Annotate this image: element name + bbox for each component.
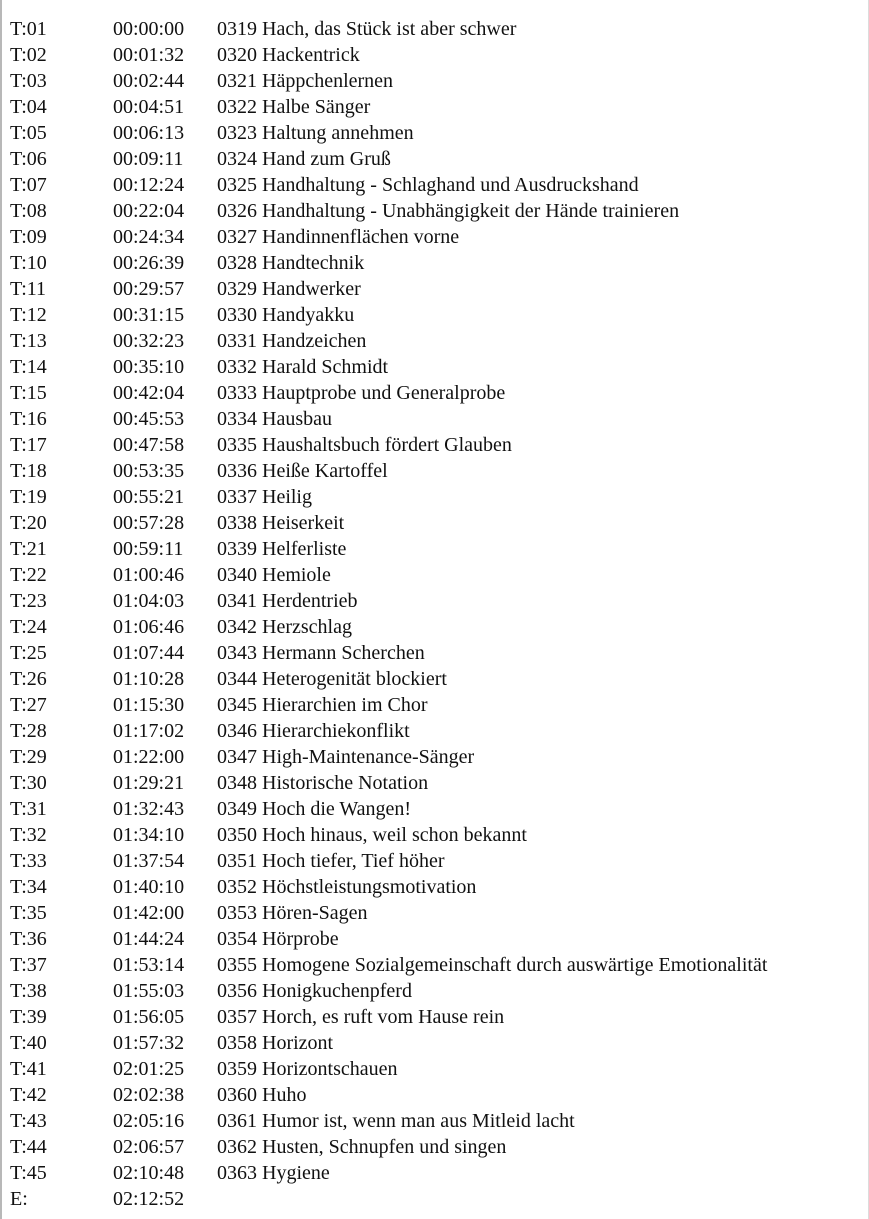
track-row	[10, 224, 861, 250]
track-row	[10, 1082, 861, 1108]
track-number: T:34	[10, 876, 47, 898]
track-number: T:05	[10, 122, 47, 144]
track-row	[10, 1004, 861, 1030]
track-timestamp: 00:22:04	[113, 200, 185, 222]
track-row	[10, 536, 861, 562]
end-marker: E:	[10, 1188, 28, 1210]
track-timestamp: 02:06:57	[113, 1136, 185, 1158]
track-number: T:22	[10, 564, 47, 586]
track-timestamp: 01:32:43	[113, 798, 185, 820]
track-number: T:31	[10, 798, 47, 820]
track-timestamp: 00:24:34	[113, 226, 185, 248]
track-timestamp: 01:29:21	[113, 772, 185, 794]
track-timestamp: 00:01:32	[113, 44, 185, 66]
track-row	[10, 874, 861, 900]
track-row	[10, 458, 861, 484]
track-number: T:02	[10, 44, 47, 66]
track-number: T:26	[10, 668, 47, 690]
track-timestamp: 01:04:03	[113, 590, 185, 612]
track-row	[10, 588, 861, 614]
track-row	[10, 198, 861, 224]
track-timestamp: 01:57:32	[113, 1032, 185, 1054]
track-title: 0359 Horizontschauen	[217, 1058, 398, 1080]
track-number: T:37	[10, 954, 47, 976]
track-row	[10, 640, 861, 666]
track-title: 0342 Herzschlag	[217, 616, 352, 638]
track-row	[10, 146, 861, 172]
track-row	[10, 666, 861, 692]
track-timestamp: 02:02:38	[113, 1084, 185, 1106]
track-row	[10, 1108, 861, 1134]
track-number: T:19	[10, 486, 47, 508]
track-number: T:35	[10, 902, 47, 924]
track-number: T:36	[10, 928, 47, 950]
track-number: T:41	[10, 1058, 47, 1080]
track-number: T:18	[10, 460, 47, 482]
track-timestamp: 00:29:57	[113, 278, 185, 300]
track-timestamp: 01:44:24	[113, 928, 185, 950]
track-row	[10, 926, 861, 952]
track-title: 0336 Heiße Kartoffel	[217, 460, 388, 482]
track-title: 0353 Hören-Sagen	[217, 902, 368, 924]
track-timestamp: 00:53:35	[113, 460, 185, 482]
track-row	[10, 692, 861, 718]
track-timestamp: 00:32:23	[113, 330, 185, 352]
track-title: 0319 Hach, das Stück ist aber schwer	[217, 18, 517, 40]
track-title: 0329 Handwerker	[217, 278, 361, 300]
track-number: T:11	[10, 278, 47, 300]
track-title: 0348 Historische Notation	[217, 772, 429, 794]
track-number: T:44	[10, 1136, 47, 1158]
track-number: T:10	[10, 252, 47, 274]
track-number: T:28	[10, 720, 47, 742]
track-timestamp: 00:12:24	[113, 174, 185, 196]
track-row	[10, 68, 861, 94]
track-row	[10, 1030, 861, 1056]
track-number: T:45	[10, 1162, 47, 1184]
track-timestamp: 00:31:15	[113, 304, 185, 326]
track-number: T:13	[10, 330, 47, 352]
track-row	[10, 1160, 861, 1186]
track-listing	[10, 16, 861, 1212]
track-timestamp: 01:07:44	[113, 642, 185, 664]
track-number: T:14	[10, 356, 47, 378]
track-timestamp: 01:55:03	[113, 980, 185, 1002]
track-row	[10, 276, 861, 302]
track-row	[10, 328, 861, 354]
track-number: T:40	[10, 1032, 47, 1054]
track-number: T:42	[10, 1084, 47, 1106]
track-row	[10, 484, 861, 510]
track-number: T:27	[10, 694, 47, 716]
track-title: 0354 Hörprobe	[217, 928, 339, 950]
track-timestamp: 00:02:44	[113, 70, 185, 92]
track-title: 0340 Hemiole	[217, 564, 331, 586]
track-title: 0323 Haltung annehmen	[217, 122, 414, 144]
track-number: T:03	[10, 70, 47, 92]
track-row	[10, 848, 861, 874]
track-title: 0333 Hauptprobe und Generalprobe	[217, 382, 506, 404]
track-title: 0320 Hackentrick	[217, 44, 360, 66]
track-timestamp: 01:15:30	[113, 694, 185, 716]
track-title: 0328 Handtechnik	[217, 252, 365, 274]
track-number: T:09	[10, 226, 47, 248]
end-timestamp: 02:12:52	[113, 1188, 185, 1210]
track-row	[10, 978, 861, 1004]
track-title: 0335 Haushaltsbuch fördert Glauben	[217, 434, 512, 456]
track-row	[10, 250, 861, 276]
track-timestamp: 00:26:39	[113, 252, 185, 274]
track-row	[10, 172, 861, 198]
track-row	[10, 1134, 861, 1160]
track-number: T:12	[10, 304, 47, 326]
track-timestamp: 00:04:51	[113, 96, 185, 118]
track-timestamp: 00:42:04	[113, 382, 185, 404]
track-title: 0324 Hand zum Gruß	[217, 148, 391, 170]
track-timestamp: 01:06:46	[113, 616, 185, 638]
track-row	[10, 900, 861, 926]
track-number: T:07	[10, 174, 47, 196]
track-number: T:30	[10, 772, 47, 794]
track-number: T:01	[10, 18, 47, 40]
track-row	[10, 718, 861, 744]
track-timestamp: 02:01:25	[113, 1058, 185, 1080]
track-title: 0326 Handhaltung - Unabhängigkeit der Hände trainieren	[217, 200, 680, 222]
track-timestamp: 02:10:48	[113, 1162, 185, 1184]
track-timestamp: 00:55:21	[113, 486, 185, 508]
track-row	[10, 952, 861, 978]
track-row	[10, 432, 861, 458]
track-row	[10, 744, 861, 770]
track-title: 0337 Heilig	[217, 486, 312, 508]
track-row	[10, 510, 861, 536]
track-title: 0352 Höchstleistungsmotivation	[217, 876, 477, 898]
track-timestamp: 00:35:10	[113, 356, 185, 378]
track-timestamp: 01:53:14	[113, 954, 185, 976]
track-timestamp: 00:59:11	[113, 538, 184, 560]
track-title: 0341 Herdentrieb	[217, 590, 358, 612]
track-row	[10, 796, 861, 822]
track-title: 0334 Hausbau	[217, 408, 332, 430]
track-number: T:25	[10, 642, 47, 664]
track-title: 0357 Horch, es ruft vom Hause rein	[217, 1006, 505, 1028]
track-number: T:15	[10, 382, 47, 404]
track-number: T:33	[10, 850, 47, 872]
track-number: T:17	[10, 434, 47, 456]
track-timestamp: 01:42:00	[113, 902, 185, 924]
track-title: 0356 Honigkuchenpferd	[217, 980, 412, 1002]
track-number: T:08	[10, 200, 47, 222]
track-number: T:38	[10, 980, 47, 1002]
track-number: T:21	[10, 538, 47, 560]
track-title: 0322 Halbe Sänger	[217, 96, 371, 118]
window-left-border	[0, 0, 2, 1219]
track-title: 0349 Hoch die Wangen!	[217, 798, 412, 820]
track-title: 0360 Huho	[217, 1084, 307, 1106]
track-number: T:23	[10, 590, 47, 612]
track-title: 0330 Handyakku	[217, 304, 355, 326]
track-number: T:06	[10, 148, 47, 170]
track-timestamp: 01:34:10	[113, 824, 185, 846]
track-row	[10, 94, 861, 120]
track-timestamp: 00:47:58	[113, 434, 185, 456]
track-timestamp: 01:10:28	[113, 668, 185, 690]
track-title: 0350 Hoch hinaus, weil schon bekannt	[217, 824, 527, 846]
track-title: 0321 Häppchenlernen	[217, 70, 394, 92]
track-title: 0347 High-Maintenance-Sänger	[217, 746, 475, 768]
track-title: 0339 Helferliste	[217, 538, 347, 560]
track-row	[10, 302, 861, 328]
track-row	[10, 1056, 861, 1082]
track-title: 0361 Humor ist, wenn man aus Mitleid lacht	[217, 1110, 575, 1132]
track-number: T:16	[10, 408, 47, 430]
track-timestamp: 01:37:54	[113, 850, 185, 872]
track-title: 0344 Heterogenität blockiert	[217, 668, 447, 690]
track-title: 0345 Hierarchien im Chor	[217, 694, 428, 716]
track-title: 0355 Homogene Sozialgemeinschaft durch auswärtige Emotionalität	[217, 954, 768, 976]
track-timestamp: 01:56:05	[113, 1006, 185, 1028]
track-title: 0346 Hierarchiekonflikt	[217, 720, 410, 742]
track-row	[10, 120, 861, 146]
track-row	[10, 354, 861, 380]
track-number: T:32	[10, 824, 47, 846]
track-title: 0331 Handzeichen	[217, 330, 367, 352]
track-number: T:04	[10, 96, 47, 118]
track-title: 0338 Heiserkeit	[217, 512, 345, 534]
track-row	[10, 406, 861, 432]
track-row	[10, 562, 861, 588]
track-title: 0363 Hygiene	[217, 1162, 330, 1184]
track-timestamp: 00:00:00	[113, 18, 185, 40]
track-title: 0362 Husten, Schnupfen und singen	[217, 1136, 507, 1158]
track-timestamp: 01:22:00	[113, 746, 185, 768]
track-title: 0351 Hoch tiefer, Tief höher	[217, 850, 445, 872]
track-row	[10, 614, 861, 640]
track-title: 0343 Hermann Scherchen	[217, 642, 425, 664]
end-row	[10, 1186, 861, 1212]
track-timestamp: 01:40:10	[113, 876, 185, 898]
track-row	[10, 380, 861, 406]
track-title: 0325 Handhaltung - Schlaghand und Ausdruckshand	[217, 174, 639, 196]
track-number: T:24	[10, 616, 47, 638]
track-row	[10, 16, 861, 42]
track-title: 0332 Harald Schmidt	[217, 356, 389, 378]
track-timestamp: 00:45:53	[113, 408, 185, 430]
track-timestamp: 00:06:13	[113, 122, 185, 144]
track-number: T:20	[10, 512, 47, 534]
track-timestamp: 00:57:28	[113, 512, 185, 534]
track-timestamp: 00:09:11	[113, 148, 184, 170]
track-timestamp: 01:00:46	[113, 564, 185, 586]
track-title: 0327 Handinnenflächen vorne	[217, 226, 460, 248]
track-timestamp: 01:17:02	[113, 720, 185, 742]
track-row	[10, 770, 861, 796]
track-number: T:29	[10, 746, 47, 768]
track-timestamp: 02:05:16	[113, 1110, 185, 1132]
track-title: 0358 Horizont	[217, 1032, 334, 1054]
track-row	[10, 822, 861, 848]
track-number: T:43	[10, 1110, 47, 1132]
track-row	[10, 42, 861, 68]
track-number: T:39	[10, 1006, 47, 1028]
